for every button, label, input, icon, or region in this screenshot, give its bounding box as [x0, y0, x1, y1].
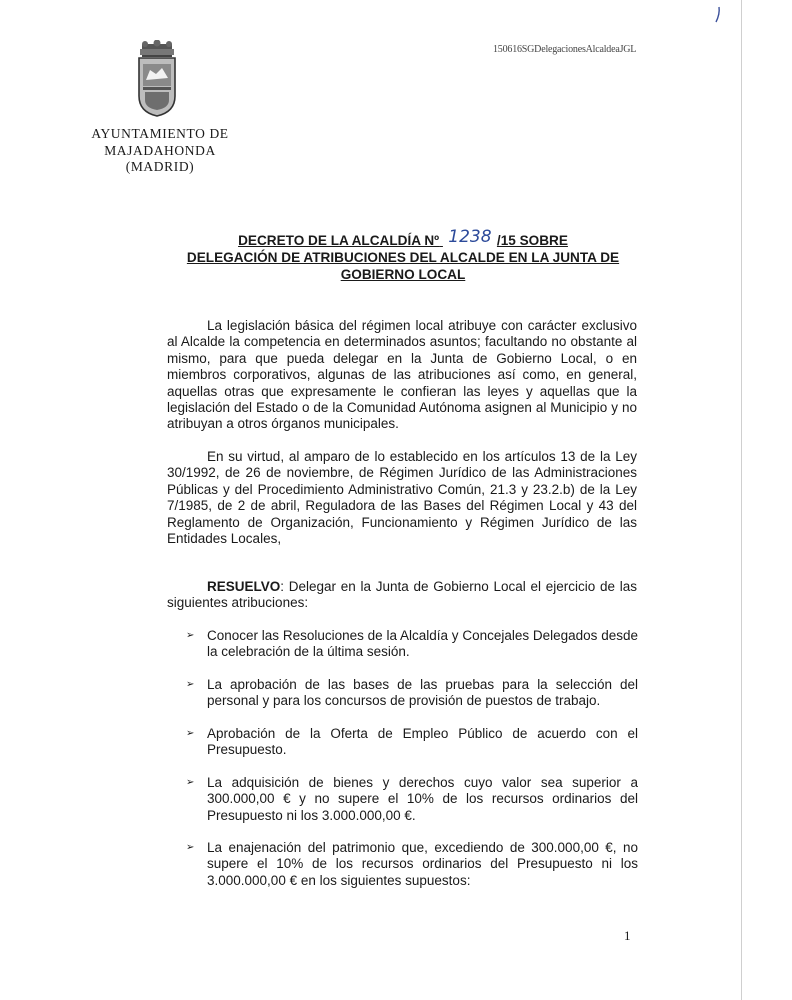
arrowhead-bullet-icon: ➢ [186, 630, 195, 641]
arrowhead-bullet-icon: ➢ [186, 777, 195, 788]
list-item [186, 840, 638, 889]
council-name-block [80, 126, 240, 176]
handwritten-corner-mark [710, 4, 724, 26]
council-line-2: MAJADAHONDA [104, 142, 216, 158]
handwritten-decree-number: 1238 [448, 227, 492, 247]
list-item-text: La enajenación del patrimonio que, excediendo de 300.000,00 €, no supere el 10% de los recursos ordinarios del Presupuesto ni los 3.000.000,00 € en los siguientes supuestos: [207, 840, 638, 888]
page-number: 1 [624, 928, 631, 943]
list-item-text: Aprobación de la Oferta de Empleo Público de acuerdo con el Presupuesto. [207, 726, 638, 758]
file-reference: 150616SGDelegacionesAlcaldeaJGL [493, 44, 637, 55]
paragraph-legal-references [167, 449, 637, 547]
arrowhead-bullet-icon: ➢ [186, 728, 195, 739]
arrowhead-bullet-icon: ➢ [186, 679, 195, 690]
title-line-1 [168, 227, 638, 249]
council-line-1: AYUNTAMIENTO DE [91, 126, 229, 141]
paragraph-resolution [167, 579, 637, 612]
list-item [186, 775, 638, 824]
list-item-text: Conocer las Resoluciones de la Alcaldía y Concejales Delegados desde la celebración de la última sesión. [207, 628, 638, 660]
title-prefix: DECRETO DE LA ALCALDÍA Nº [238, 233, 440, 248]
list-item [186, 628, 638, 661]
council-line-3: (MADRID) [125, 159, 195, 174]
list-item [186, 726, 638, 759]
title-line-3: GOBIERNO LOCAL [340, 267, 466, 282]
decree-title [168, 227, 638, 283]
resolution-label: RESUELVO [207, 579, 281, 594]
paragraph-1-text: La legislación básica del régimen local atribuye con carácter exclusivo al Alcalde la competencia en determinados asuntos; facultando no obstante al mismo, para que pueda delegar en la Junta de Gobierno Local, o en miembros corporativos, algunas de las atribuciones así como, en general, aquellas otras que expresamente le confieran las leyes y aquellas que la legislación del Estado o de la Comunidad Autónoma asignen al Municipio y no atribuyan a otros órganos municipales. [167, 318, 637, 432]
list-item [186, 677, 638, 710]
title-suffix: /15 SOBRE [496, 233, 568, 248]
municipal-coat-of-arms-icon [132, 40, 182, 118]
paragraph-legal-basis [167, 318, 637, 433]
list-item-text: La aprobación de las bases de las pruebas para la selección del personal y para los concursos de provisión de puestos de trabajo. [207, 677, 638, 709]
resolution-text: : Delegar en la Junta de Gobierno Local el ejercicio de las siguientes atribuciones: [167, 579, 637, 611]
title-line-2: DELEGACIÓN DE ATRIBUCIONES DEL ALCALDE EN LA JUNTA DE [186, 250, 620, 265]
arrowhead-bullet-icon: ➢ [186, 842, 195, 853]
scan-edge-line [741, 0, 742, 1000]
list-item-text: La adquisición de bienes y derechos cuyo valor sea superior a 300.000,00 € y no supere el 10% de los recursos ordinarios del Presupuesto ni los 3.000.000,00 €. [207, 775, 638, 823]
paragraph-2-text: En su virtud, al amparo de lo establecido en los artículos 13 de la Ley 30/1992, de 26 de noviembre, de Régimen Jurídico de las Administraciones Públicas y del Procedimiento Administrativo Común, 21.3 y 23.2.b) de la Ley 7/1985, de 2 de abril, Reguladora de las Bases del Régimen Local y 43 del Reglamento de Organización, Funcionamiento y Régimen Jurídico de las Entidades Locales, [167, 449, 637, 547]
